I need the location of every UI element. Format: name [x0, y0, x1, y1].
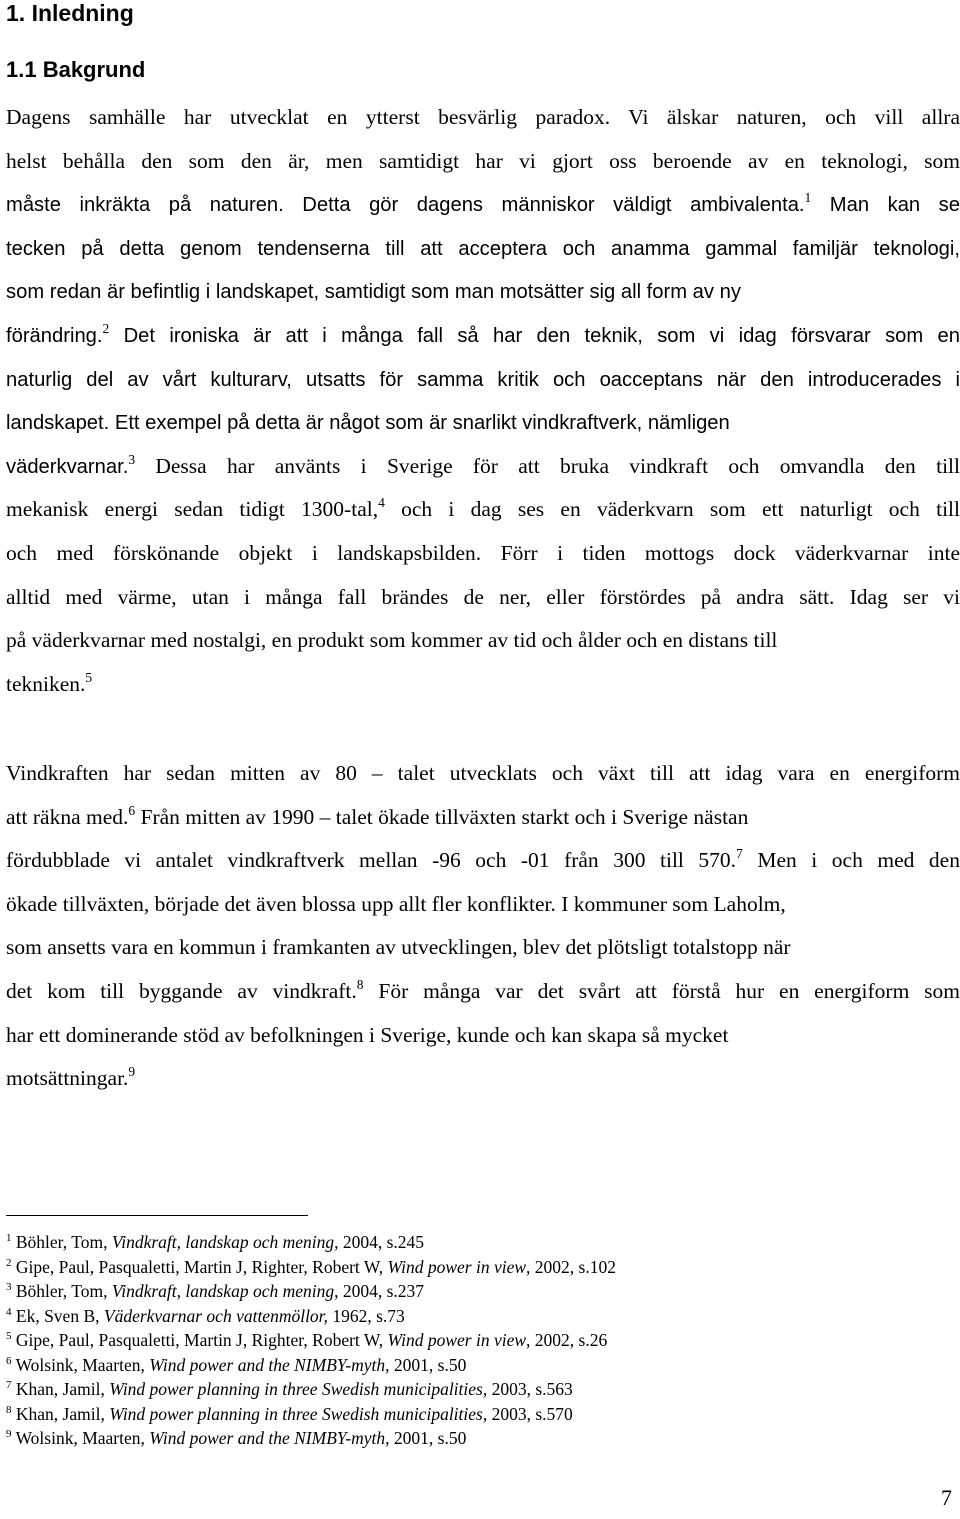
text-line: Dagens samhälle har utvecklat en ytterst besvärlig paradox. Vi älskar naturen, och vill allra — [6, 105, 960, 129]
text-line: helst behålla den som den är, men samtidigt har vi gjort oss beroende av en teknologi, som — [6, 148, 960, 173]
paragraph-wind-power — [6, 752, 960, 1101]
footnote-ref[interactable]: 6 — [128, 802, 136, 818]
text-line: Vindkraften har sedan mitten av 80 – talet utvecklats och växt till att idag vara en energiform — [6, 761, 960, 785]
text-line: mekanisk energi sedan tidigt 1300-tal,$^4$ och i dag ses en väderkvarn som ett naturligt och till — [6, 495, 960, 522]
footnote-item: $^9$ Wolsink, Maarten, Wind power and the NIMBY-myth, 2001, s.50 — [6, 1428, 467, 1448]
footnote-item: $^3$ Böhler, Tom, Vindkraft, landskap och mening, 2004, s.237 — [6, 1281, 425, 1301]
text-line: väderkvarnar.$^3$ Dessa har använts i Sverige för att bruka vindkraft och omvandla den till — [6, 451, 960, 478]
footnote-item: $^5$ Gipe, Paul, Pasqualetti, Martin J, Righter, Robert W, Wind power in view, 2002, s.26 — [6, 1330, 608, 1350]
text-line: tekniken.$^5$ — [6, 669, 93, 696]
footnote-item: $^2$ Gipe, Paul, Pasqualetti, Martin J, Righter, Robert W, Wind power in view, 2002, s.102 — [6, 1256, 616, 1277]
footnote-ref[interactable]: 5 — [85, 669, 93, 685]
footnotes — [6, 1230, 946, 1451]
text-line: har ett dominerande stöd av befolkningen i Sverige, kunde och kan skapa så mycket — [6, 1022, 729, 1047]
text-line: landskapet. Ett exempel på detta är något som är snarlikt vindkraftverk, nämligen — [6, 412, 730, 435]
section-heading: 1.1 Bakgrund — [6, 57, 146, 82]
text-line: som redan är befintlig i landskapet, samtidigt som man motsätter sig all form av ny — [6, 281, 741, 304]
footnote-item: $^8$ Khan, Jamil, Wind power planning in three Swedish municipalities, 2003, s.570 — [6, 1403, 573, 1424]
paragraph-background — [6, 96, 960, 706]
text-line: det kom till byggande av vindkraft.$^8$ För många var det svårt att förstå hur en energiform som — [6, 976, 960, 1003]
footnote-item: $^6$ Wolsink, Maarten, Wind power and the NIMBY-myth, 2001, s.50 — [6, 1354, 467, 1375]
text-line: förändring.$^2$ Det ironiska är att i många fall så har den teknik, som vi idag försvarar som en — [6, 320, 960, 347]
page-number: 7 — [941, 1485, 952, 1510]
footnote-ref[interactable]: 3 — [128, 451, 136, 467]
chapter-heading: 1. Inledning — [6, 0, 134, 26]
text-line: på väderkvarnar med nostalgi, en produkt som kommer av tid och ålder och en distans till — [6, 628, 778, 653]
footnote-item: $^7$ Khan, Jamil, Wind power planning in three Swedish municipalities, 2003, s.563 — [6, 1379, 573, 1399]
footnote-ref[interactable]: 2 — [102, 320, 110, 336]
text-line: som ansetts vara en kommun i framkanten av utvecklingen, blev det plötsligt totalstopp när — [6, 935, 791, 960]
footnote-ref[interactable]: 4 — [378, 495, 385, 511]
footnote-item: $^4$ Ek, Sven B, Väderkvarnar och vattenmöllor, 1962, s.73 — [6, 1305, 405, 1326]
text-line: naturlig del av vårt kulturarv, utsatts för samma kritik och oacceptans när den introducerades i — [6, 368, 960, 391]
text-line: motsättningar.$^9$ — [6, 1064, 136, 1091]
text-line: tecken på detta genom tendenserna till att acceptera och anamma gammal familjär teknologi, — [6, 237, 960, 260]
text-line: fördubblade vi antalet vindkraftverk mellan -96 och -01 från 300 till 570.$^7$ Men i och med den — [6, 846, 960, 873]
footnote-ref[interactable]: 7 — [736, 846, 743, 862]
footnote-ref[interactable]: 8 — [356, 976, 364, 992]
footnote-item: $^1$ Böhler, Tom, Vindkraft, landskap och mening, 2004, s.245 — [6, 1232, 425, 1252]
footnote-ref[interactable]: 9 — [128, 1064, 136, 1080]
text-line: och med förskönande objekt i landskapsbilden. Förr i tiden mottogs dock väderkvarnar inte — [6, 540, 960, 565]
text-line: att räkna med.$^6$ Från mitten av 1990 – talet ökade tillväxten starkt och i Sverige nästan — [6, 802, 749, 829]
footnote-separator — [6, 1215, 308, 1216]
text-line: alltid med värme, utan i många fall brändes de ner, eller förstördes på andra sätt. Idag ser vi — [6, 584, 960, 609]
text-line: ökade tillväxten, började det även blossa upp allt fler konflikter. I kommuner som Laholm, — [6, 891, 786, 916]
footnote-ref[interactable]: 1 — [804, 190, 812, 206]
text-line: måste inkräkta på naturen. Detta gör dagens människor väldigt ambivalenta.$^1$ Man kan se — [6, 190, 960, 217]
